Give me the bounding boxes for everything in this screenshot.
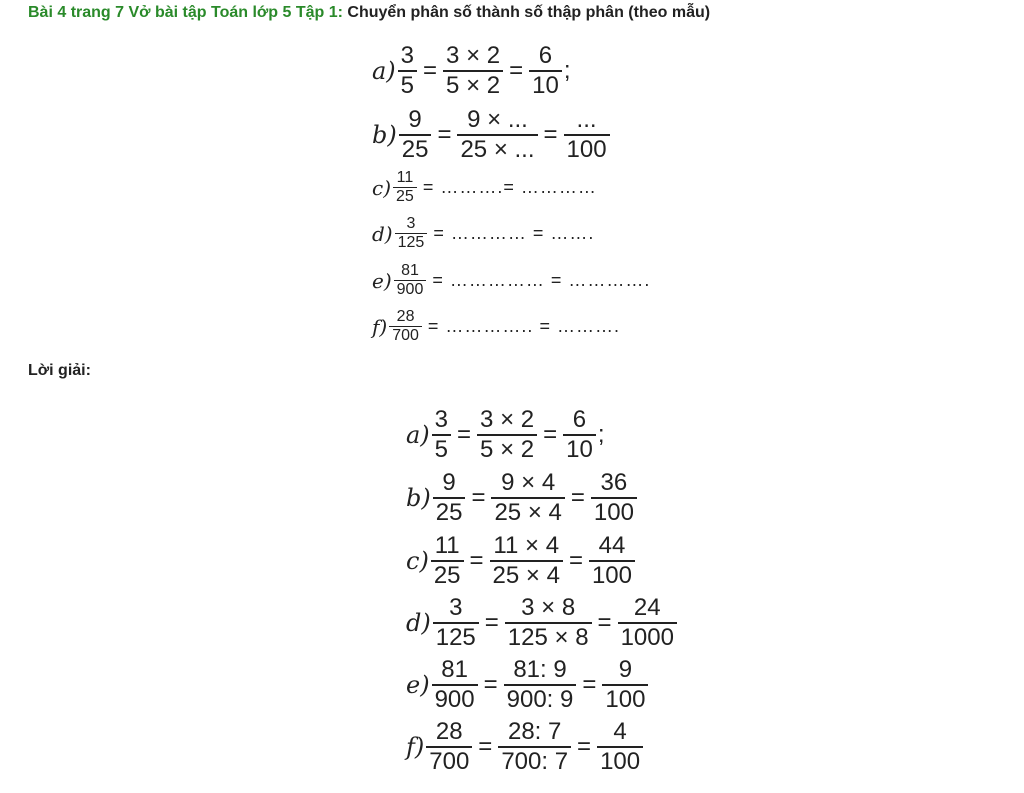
fraction: $\frac{24}{1000}$ — [618, 594, 677, 651]
row-label: d) — [406, 608, 431, 637]
fraction: $\frac{81}{900}$ — [394, 262, 427, 300]
row-label: e) — [406, 670, 430, 699]
fraction: $\frac{3}{5}$ — [398, 42, 417, 99]
fraction: $\frac{11 \times 4}{25 \times 4}$ — [490, 532, 563, 589]
fraction: $\frac{28: 7}{700: 7}$ — [498, 718, 571, 775]
fraction: $\frac{3 \times 2}{5 \times 2}$ — [443, 42, 503, 99]
fraction: $\frac{28}{700}$ — [426, 718, 472, 775]
fraction: $\frac{6}{10}$ — [529, 42, 562, 99]
solution-row-d: d) $\frac{3}{125}$ = $\frac{3 \times 8}{125 \times 8}$ = $\frac{24}{1000}$ — [406, 594, 677, 651]
solution-label: Lời giải: — [28, 362, 91, 379]
fraction: $\frac{11}{25}$ — [393, 169, 417, 207]
fraction: $\frac{36}{100}$ — [591, 469, 637, 526]
fraction: $\frac{3}{125}$ — [433, 594, 479, 651]
fraction: $\frac{3}{125}$ — [395, 215, 428, 253]
fraction: $\frac{28}{700}$ — [389, 308, 422, 346]
fraction: $\frac{3 \times 2}{5 \times 2}$ — [477, 406, 537, 463]
exercise-heading-text: Chuyển phân số thành số thập phân (theo mẫu) — [347, 4, 711, 21]
blank-answer: = …………… = …………. — [432, 270, 651, 291]
solution-row-e: e) $\frac{81}{900}$ = $\frac{81: 9}{900: 9}$ = $\frac{9}{100}$ — [406, 656, 648, 713]
solution-row-a: a) $\frac{3}{5}$ = $\frac{3 \times 2}{5 \times 2}$ = $\frac{6}{10}$ ; — [406, 406, 605, 463]
row-label: b) — [406, 483, 431, 512]
problem-row-b: b) $\frac{9}{25}$ = $\frac{9 \times ...}{25 \times ...}$ = $\frac{...}{100}$ — [372, 106, 610, 163]
row-label: f) — [406, 732, 425, 761]
fraction: $\frac{81}{900}$ — [432, 656, 478, 713]
problem-row-e — [372, 262, 650, 300]
row-label: d) — [372, 221, 393, 246]
fraction: $\frac{9}{25}$ — [433, 469, 466, 526]
problem-row-a: a) $\frac{3}{5}$ = $\frac{3 \times 2}{5 \times 2}$ = $\frac{6}{10}$ ; — [372, 42, 571, 99]
row-label: b) — [372, 120, 397, 149]
fraction: $\frac{9}{25}$ — [399, 106, 432, 163]
problem-row-f — [372, 308, 620, 346]
fraction: $\frac{...}{100}$ — [564, 106, 610, 163]
fraction: $\frac{9}{100}$ — [602, 656, 648, 713]
problem-row-c — [372, 169, 597, 207]
fraction: $\frac{81: 9}{900: 9}$ — [504, 656, 577, 713]
row-label: e) — [372, 268, 392, 293]
fraction: $\frac{44}{100}$ — [589, 532, 635, 589]
solution-row-c: c) $\frac{11}{25}$ = $\frac{11 \times 4}{25 \times 4}$ = $\frac{44}{100}$ — [406, 532, 635, 589]
solution-row-f: f) $\frac{28}{700}$ = $\frac{28: 7}{700: 7}$ = $\frac{4}{100}$ — [406, 718, 643, 775]
exercise-heading-prefix: Bài 4 trang 7 Vở bài tập Toán lớp 5 Tập 1: — [28, 4, 343, 21]
row-label: c) — [372, 175, 392, 200]
fraction: $\frac{3}{5}$ — [432, 406, 451, 463]
solution-row-b: b) $\frac{9}{25}$ = $\frac{9 \times 4}{25 \times 4}$ = $\frac{36}{100}$ — [406, 469, 637, 526]
blank-answer: = ………….. = ………. — [427, 316, 620, 337]
fraction: $\frac{4}{100}$ — [597, 718, 643, 775]
blank-answer: = ………… = ……. — [433, 223, 595, 244]
blank-answer: = ……….= ………… — [422, 177, 597, 198]
fraction: $\frac{3 \times 8}{125 \times 8}$ — [505, 594, 592, 651]
row-label: c) — [406, 546, 429, 575]
problem-row-d — [372, 215, 594, 253]
row-label: a) — [406, 420, 430, 449]
fraction: $\frac{9 \times 4}{25 \times 4}$ — [491, 469, 564, 526]
fraction: $\frac{9 \times ...}{25 \times ...}$ — [457, 106, 537, 163]
row-label: a) — [372, 56, 396, 85]
fraction: $\frac{11}{25}$ — [431, 532, 464, 589]
fraction: $\frac{6}{10}$ — [563, 406, 596, 463]
row-label: f) — [372, 314, 388, 339]
exercise-heading — [28, 4, 710, 22]
